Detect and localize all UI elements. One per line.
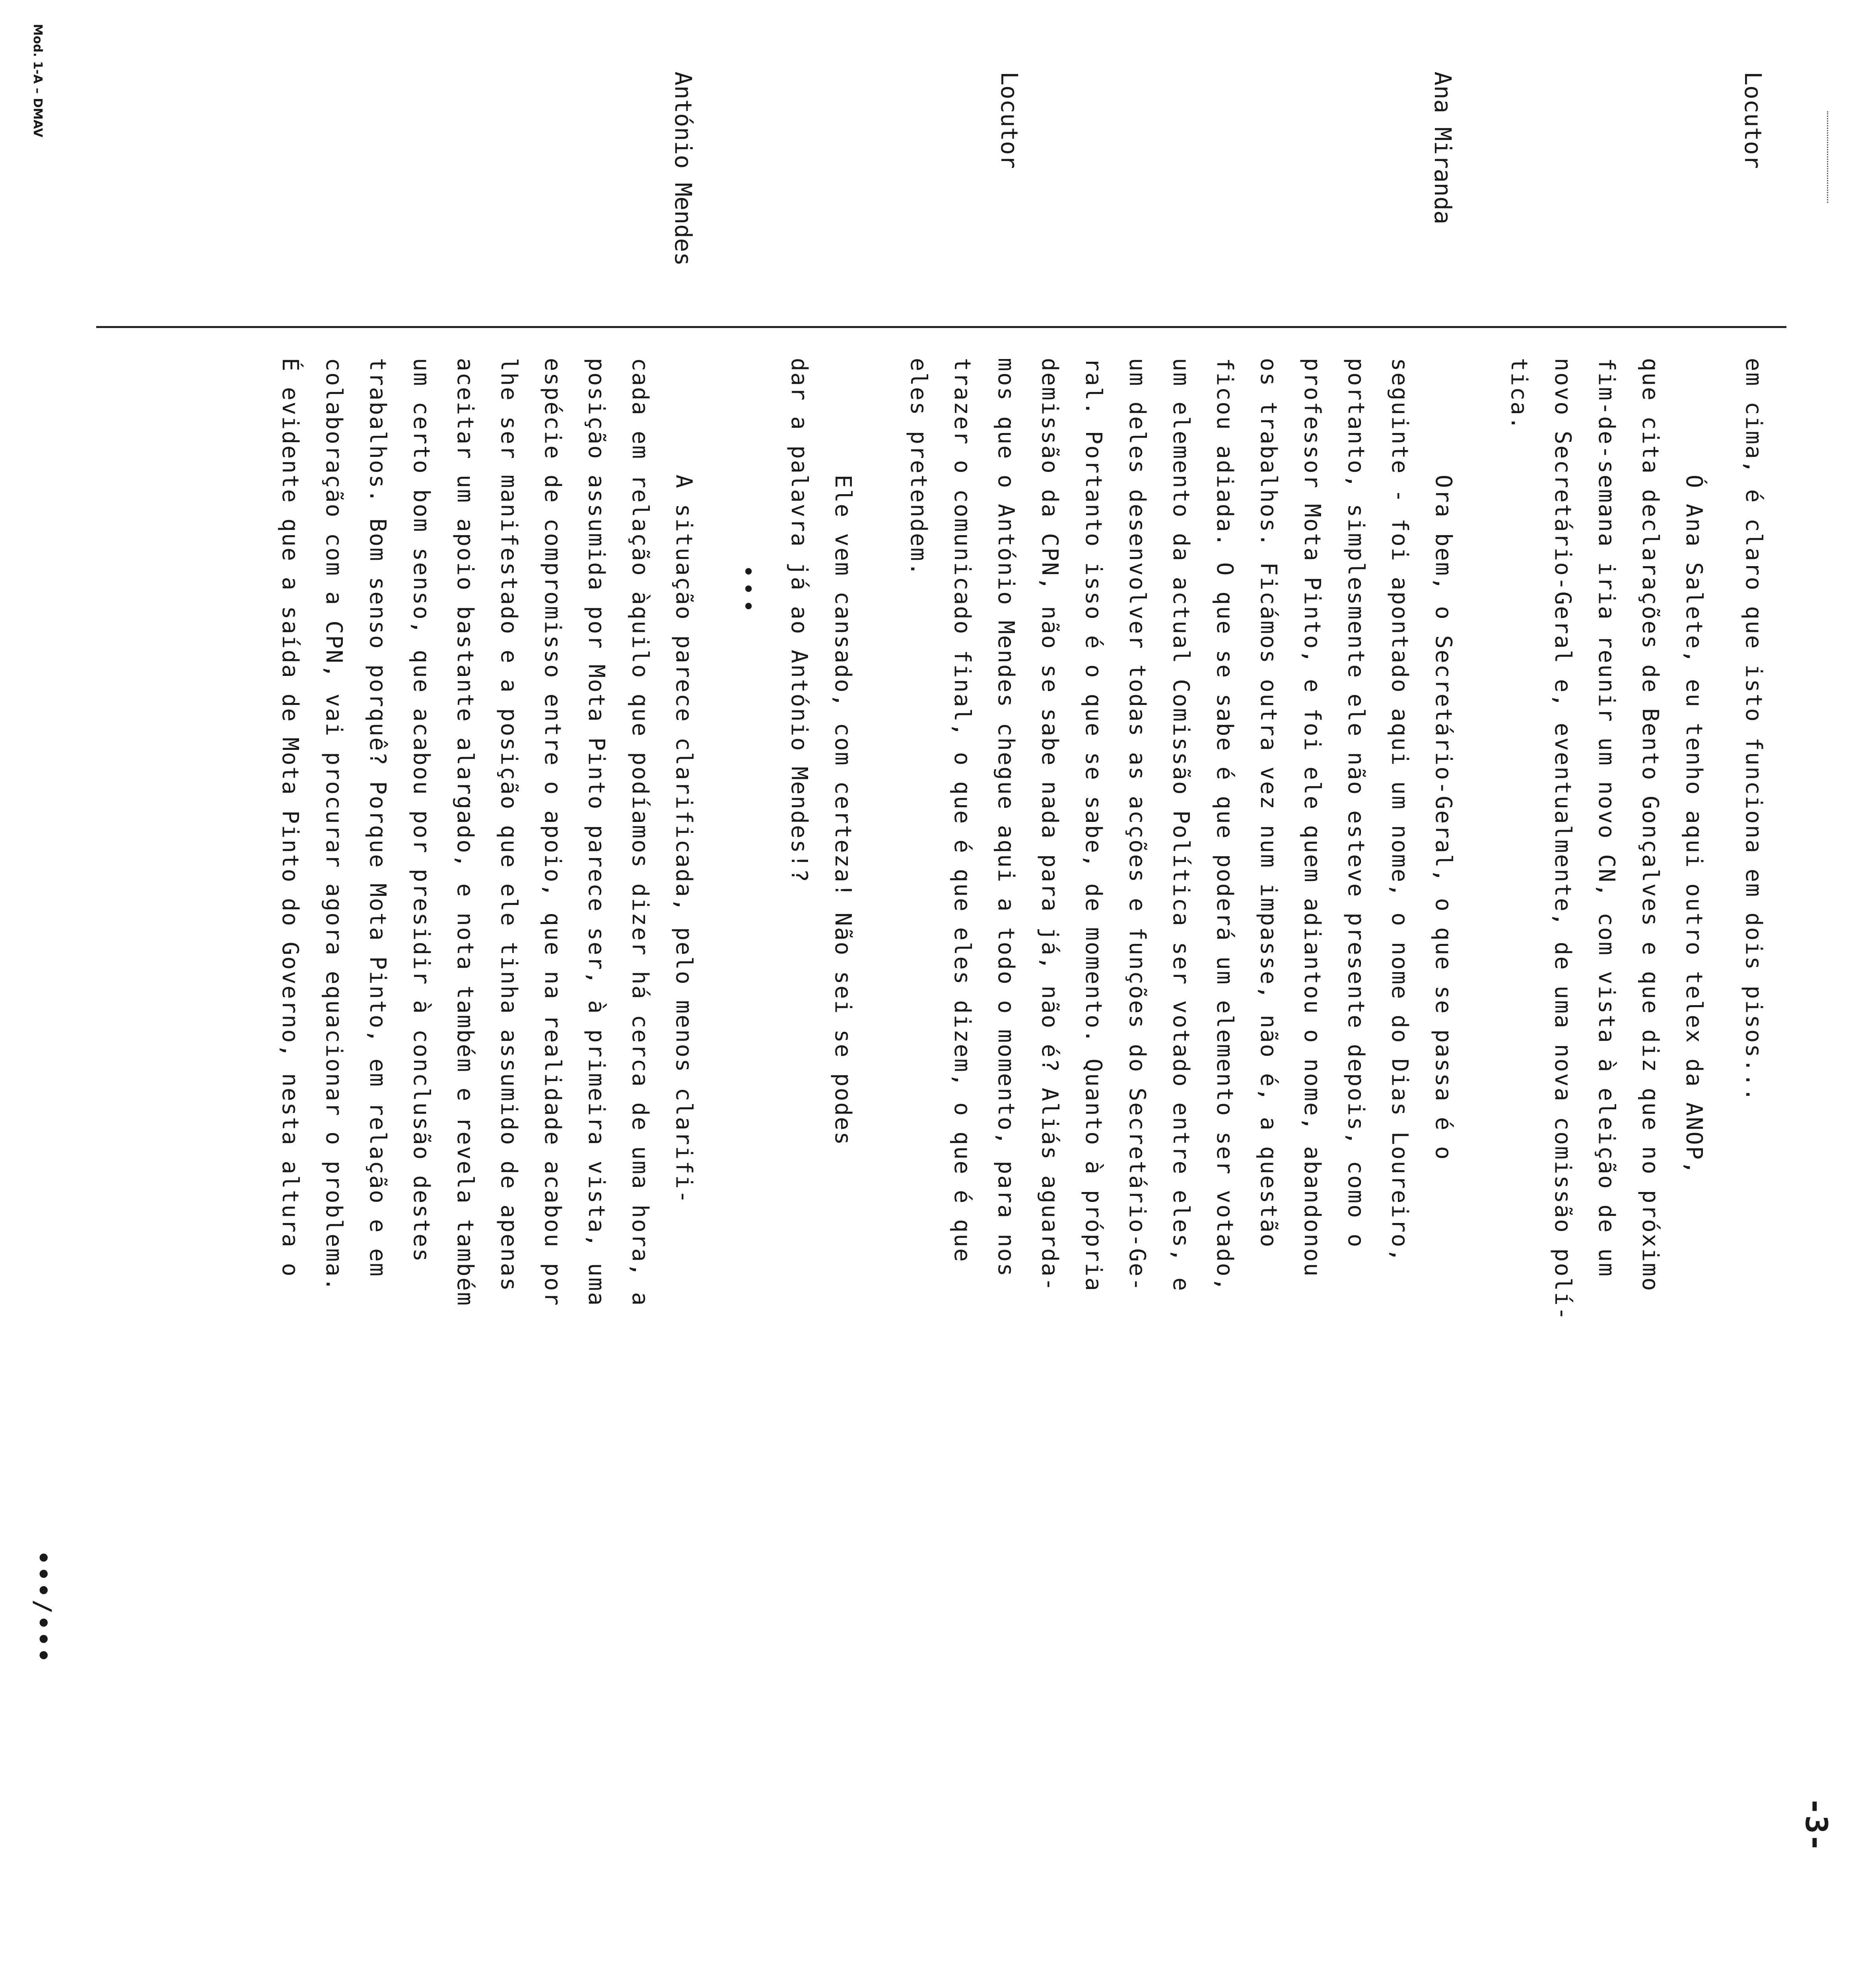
text-line: em cima, é claro que isto funciona em dois pisos...: [1741, 358, 1767, 1103]
text-line: fim-de-semana iria reunir um novo CN, com vista à eleição de um: [1594, 358, 1619, 1278]
text-line: ficou adiada. O que se sabe é que poderá um elemento ser votado,: [1212, 358, 1238, 1292]
text-line: cada em relação àquilo que podíamos dizer há cerca de uma hora, a: [627, 358, 653, 1307]
text-line: mos que o António Mendes chegue aqui a todo o momento, para nos: [993, 358, 1019, 1278]
text-line: demissão da CPN, não se sabe nada para já, não é? Aliás aguarda-: [1037, 358, 1063, 1292]
text-line: Ora bem, o Secretário-Geral, o que se passa é o: [1430, 358, 1456, 1161]
ellipsis-mark: •••: [735, 565, 760, 617]
text-line: novo Secretário-Geral e, eventualmente, de uma nova comissão polí-: [1550, 358, 1576, 1322]
transcript-body: [0, 358, 1858, 1988]
text-line: que cita declarações de Bento Gonçalves e que diz que no próximo: [1637, 358, 1663, 1292]
text-line: ral. Portanto isso é o que se sabe, de momento. Quanto à própria: [1081, 358, 1106, 1292]
text-line: É evidente que a saída de Mota Pinto do Governo, nesta altura o: [277, 358, 303, 1278]
text-line: um deles desenvolver todas as acções e funções do Secretário-Ge-: [1124, 358, 1150, 1292]
text-line: colaboração com a CPN, vai procurar agora equacionar o problema.: [321, 358, 347, 1292]
text-line: Ele vem cansado, com certeza! Não sei se podes: [830, 358, 856, 1146]
text-line: portanto, simplesmente ele não esteve presente depois, como o: [1343, 358, 1369, 1248]
speaker-label: Ana Miranda: [1429, 72, 1456, 225]
text-line: um certo bom senso, que acabou por presidir à conclusão destes: [408, 358, 434, 1263]
text-line: aceitar um apoio bastante alargado, e nota também e revela também: [452, 358, 478, 1307]
text-line: os trabalhos. Ficámos outra vez num impasse, não é, a questão: [1256, 358, 1281, 1248]
page-number: -3-: [1799, 1797, 1834, 1852]
text-line: seguinte - foi apontado aqui um nome, o nome do Dias Loureiro,: [1387, 358, 1413, 1263]
text-line: lhe ser manifestado e a posição que ele tinha assumido de apenas: [496, 358, 522, 1292]
speaker-label: Locutor: [996, 72, 1023, 169]
text-line: Ó Ana Salete, eu tenho aqui outro telex da ANOP,: [1681, 358, 1707, 1176]
text-line: tica.: [1506, 358, 1532, 431]
continuation-mark: •••/•••: [29, 1551, 56, 1665]
text-line: A situação parece clarificada, pelo menos clarifi-: [671, 358, 697, 1205]
text-line: trazer o comunicado final, o que é que eles dizem, o que é que: [949, 358, 975, 1263]
text-line: posição assumida por Mota Pinto parece ser, à primeira vista, uma: [583, 358, 609, 1307]
text-line: espécie de compromisso entre o apoio, que na realidade acabou por: [540, 358, 566, 1307]
form-code: Mod. 1-A – DMAV: [31, 24, 45, 138]
text-line: eles pretendem.: [906, 358, 931, 577]
speaker-label: Locutor: [1739, 72, 1767, 169]
text-line: professor Mota Pinto, e foi ele quem adiantou o nome, abandonou: [1299, 358, 1325, 1278]
speaker-label: António Mendes: [670, 72, 697, 266]
text-line: trabalhos. Bom senso porquê? Porque Mota Pinto, em relação e em: [365, 358, 391, 1278]
text-line: dar a palavra já ao António Mendes!?: [786, 358, 812, 883]
text-line: um elemento da actual Comissão Política ser votado entre eles, e: [1168, 358, 1194, 1292]
column-divider: [96, 326, 1786, 328]
